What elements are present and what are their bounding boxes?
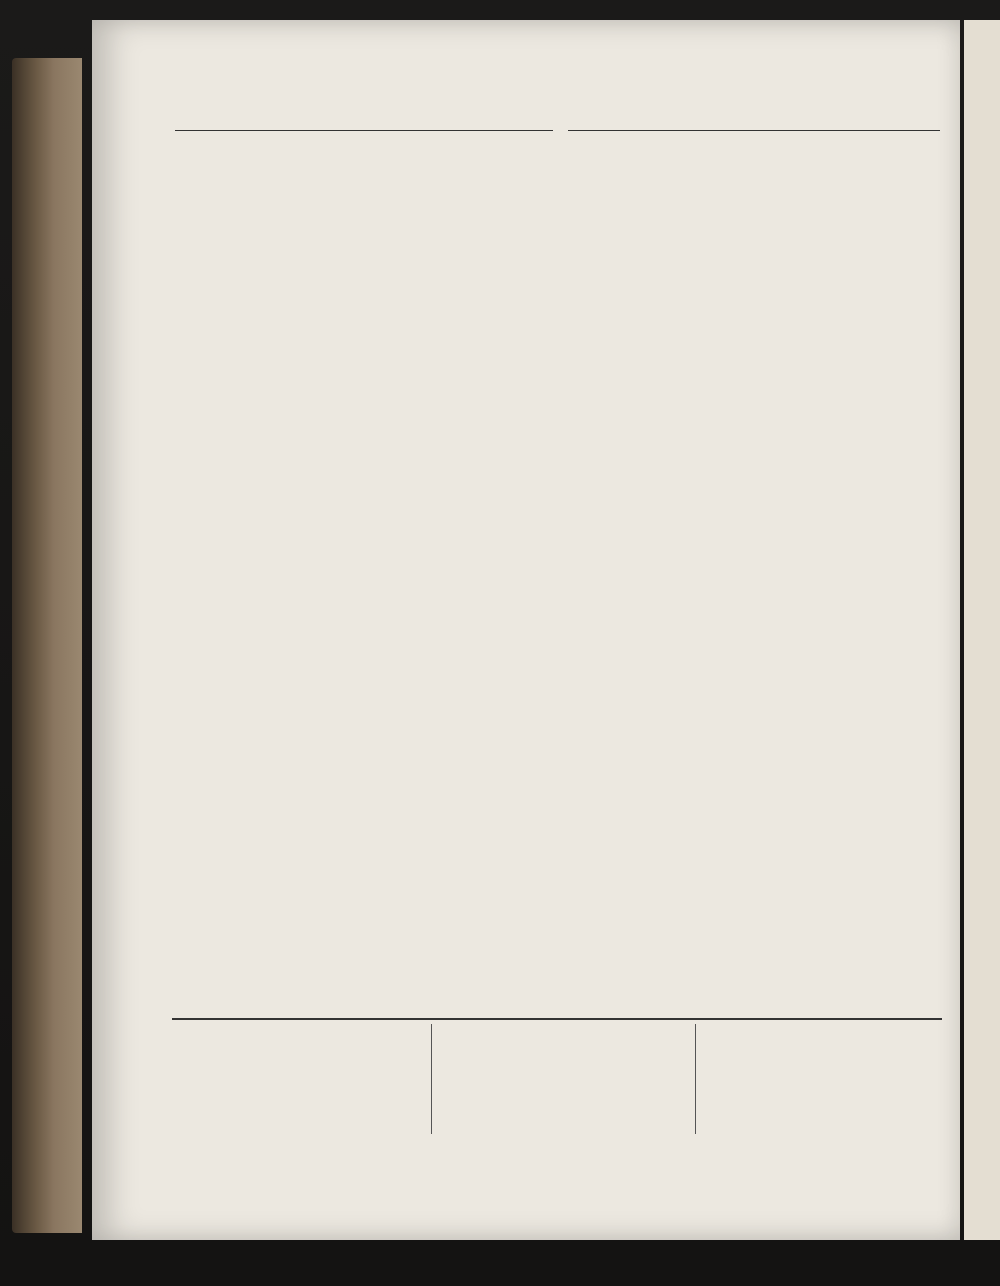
facing-page-fragment [964, 20, 1000, 1240]
section-divider [172, 1018, 942, 1020]
left-column [175, 126, 553, 137]
announcements-column-1 [175, 1026, 423, 1030]
divider [175, 130, 553, 131]
divider [568, 130, 940, 131]
book-page-edges [12, 58, 82, 1233]
right-column [568, 126, 940, 137]
newspaper-page [92, 20, 960, 1240]
column-separator [695, 1024, 696, 1134]
column-separator [431, 1024, 432, 1134]
